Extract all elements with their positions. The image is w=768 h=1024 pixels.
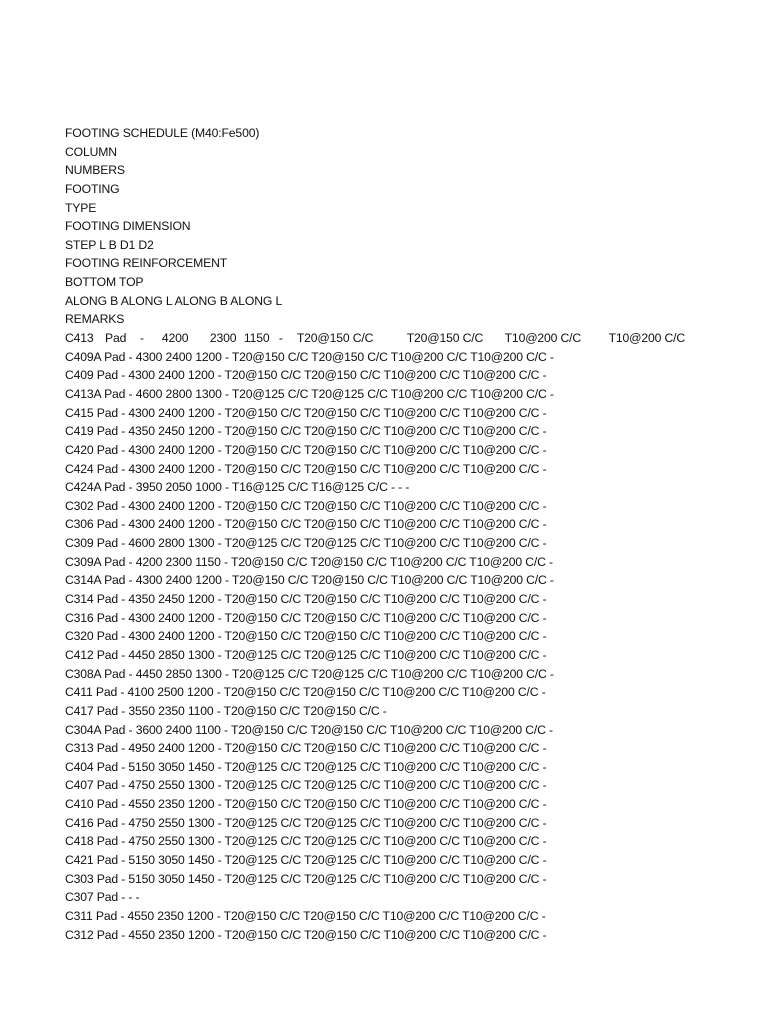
schedule-row: C312 Pad - 4550 2350 1200 - T20@150 C/C T20@150 C/C T10@200 C/C T10@200 C/C - xyxy=(65,927,547,942)
schedule-row: C424A Pad - 3950 2050 1000 - T16@125 C/C T16@125 C/C - - - xyxy=(65,480,410,495)
header-line-column: COLUMN xyxy=(65,144,117,159)
cell-column: C413 xyxy=(65,331,94,346)
cell-top-along-b: T10@200 C/C xyxy=(504,331,582,346)
schedule-row: C411 Pad - 4100 2500 1200 - T20@150 C/C T20@150 C/C T10@200 C/C T10@200 C/C - xyxy=(65,685,546,700)
schedule-row: C316 Pad - 4300 2400 1200 - T20@150 C/C T20@150 C/C T10@200 C/C T10@200 C/C - xyxy=(65,610,547,625)
cell-type: Pad xyxy=(104,331,127,346)
cell-step: - xyxy=(139,331,144,346)
schedule-row: C418 Pad - 4750 2550 1300 - T20@125 C/C T20@125 C/C T10@200 C/C T10@200 C/C - xyxy=(65,834,547,849)
cell-bottom-along-l: T20@150 C/C xyxy=(406,331,484,346)
schedule-row: C424 Pad - 4300 2400 1200 - T20@150 C/C T20@150 C/C T10@200 C/C T10@200 C/C - xyxy=(65,461,547,476)
schedule-row: C421 Pad - 5150 3050 1450 - T20@125 C/C T20@125 C/C T10@200 C/C T10@200 C/C - xyxy=(65,852,547,867)
header-line-type: TYPE xyxy=(65,200,97,215)
schedule-row: C314 Pad - 4350 2450 1200 - T20@150 C/C T20@150 C/C T10@200 C/C T10@200 C/C - xyxy=(65,592,547,607)
cell-l: 4200 xyxy=(161,331,189,346)
schedule-row: C308A Pad - 4450 2850 1300 - T20@125 C/C T20@125 C/C T10@200 C/C T10@200 C/C - xyxy=(65,666,554,681)
header-line-along: ALONG B ALONG L ALONG B ALONG L xyxy=(65,293,283,308)
schedule-row: C303 Pad - 5150 3050 1450 - T20@125 C/C T20@125 C/C T10@200 C/C T10@200 C/C - xyxy=(65,871,547,886)
schedule-row: C404 Pad - 5150 3050 1450 - T20@125 C/C T20@125 C/C T10@200 C/C T10@200 C/C - xyxy=(65,759,547,774)
header-line-footing-reinforcement: FOOTING REINFORCEMENT xyxy=(65,256,228,271)
schedule-row: C417 Pad - 3550 2350 1100 - T20@150 C/C T20@150 C/C - xyxy=(65,703,387,718)
document-title: FOOTING SCHEDULE (M40:Fe500) xyxy=(65,126,260,140)
schedule-row: C415 Pad - 4300 2400 1200 - T20@150 C/C T20@150 C/C T10@200 C/C T10@200 C/C - xyxy=(65,405,547,420)
header-line-step: STEP L B D1 D2 xyxy=(65,237,154,252)
header-line-bottom-top: BOTTOM TOP xyxy=(65,275,144,290)
schedule-row: C407 Pad - 4750 2550 1300 - T20@125 C/C T20@125 C/C T10@200 C/C T10@200 C/C - xyxy=(65,778,547,793)
schedule-row: C309A Pad - 4200 2300 1150 - T20@150 C/C T20@150 C/C T10@200 C/C T10@200 C/C - xyxy=(65,554,553,569)
header-line-footing: FOOTING xyxy=(65,181,120,196)
header-line-footing-dimension: FOOTING DIMENSION xyxy=(65,219,191,234)
schedule-row: C412 Pad - 4450 2850 1300 - T20@125 C/C T20@125 C/C T10@200 C/C T10@200 C/C - xyxy=(65,647,547,662)
schedule-row: C413A Pad - 4600 2800 1300 - T20@125 C/C T20@125 C/C T10@200 C/C T10@200 C/C - xyxy=(65,386,554,401)
schedule-row: C410 Pad - 4550 2350 1200 - T20@150 C/C T20@150 C/C T10@200 C/C T10@200 C/C - xyxy=(65,797,547,812)
schedule-row: C420 Pad - 4300 2400 1200 - T20@150 C/C T20@150 C/C T10@200 C/C T10@200 C/C - xyxy=(65,442,547,457)
schedule-row: C304A Pad - 3600 2400 1100 - T20@150 C/C T20@150 C/C T10@200 C/C T10@200 C/C - xyxy=(65,722,553,737)
schedule-row: C409A Pad - 4300 2400 1200 - T20@150 C/C T20@150 C/C T10@200 C/C T10@200 C/C - xyxy=(65,349,554,364)
cell-bottom-along-b: T20@150 C/C xyxy=(296,331,374,346)
cell-b: 2300 xyxy=(209,331,237,346)
schedule-row: C409 Pad - 4300 2400 1200 - T20@150 C/C T20@150 C/C T10@200 C/C T10@200 C/C - xyxy=(65,368,547,383)
schedule-row: C309 Pad - 4600 2800 1300 - T20@125 C/C T20@125 C/C T10@200 C/C T10@200 C/C - xyxy=(65,536,547,551)
schedule-row: C306 Pad - 4300 2400 1200 - T20@150 C/C T20@150 C/C T10@200 C/C T10@200 C/C - xyxy=(65,517,547,532)
schedule-row: C302 Pad - 4300 2400 1200 - T20@150 C/C T20@150 C/C T10@200 C/C T10@200 C/C - xyxy=(65,498,547,513)
schedule-row: C416 Pad - 4750 2550 1300 - T20@125 C/C T20@125 C/C T10@200 C/C T10@200 C/C - xyxy=(65,815,547,830)
cell-d1: 1150 xyxy=(243,331,270,346)
header-line-remarks: REMARKS xyxy=(65,312,125,327)
schedule-row: C313 Pad - 4950 2400 1200 - T20@150 C/C T20@150 C/C T10@200 C/C T10@200 C/C - xyxy=(65,741,547,756)
cell-top-along-l: T10@200 C/C xyxy=(608,331,685,346)
header-block xyxy=(65,124,685,329)
footing-schedule-document xyxy=(65,124,685,944)
schedule-row: C419 Pad - 4350 2450 1200 - T20@150 C/C T20@150 C/C T10@200 C/C T10@200 C/C - xyxy=(65,424,547,439)
schedule-rows xyxy=(65,348,685,945)
schedule-row: C320 Pad - 4300 2400 1200 - T20@150 C/C T20@150 C/C T10@200 C/C T10@200 C/C - xyxy=(65,629,547,644)
schedule-row: C307 Pad - - - xyxy=(65,890,140,905)
first-data-row xyxy=(65,329,685,348)
cell-d2: - xyxy=(278,331,283,346)
header-line-numbers: NUMBERS xyxy=(65,163,125,178)
schedule-row: C311 Pad - 4550 2350 1200 - T20@150 C/C T20@150 C/C T10@200 C/C T10@200 C/C - xyxy=(65,908,546,923)
schedule-row: C314A Pad - 4300 2400 1200 - T20@150 C/C T20@150 C/C T10@200 C/C T10@200 C/C - xyxy=(65,573,554,588)
